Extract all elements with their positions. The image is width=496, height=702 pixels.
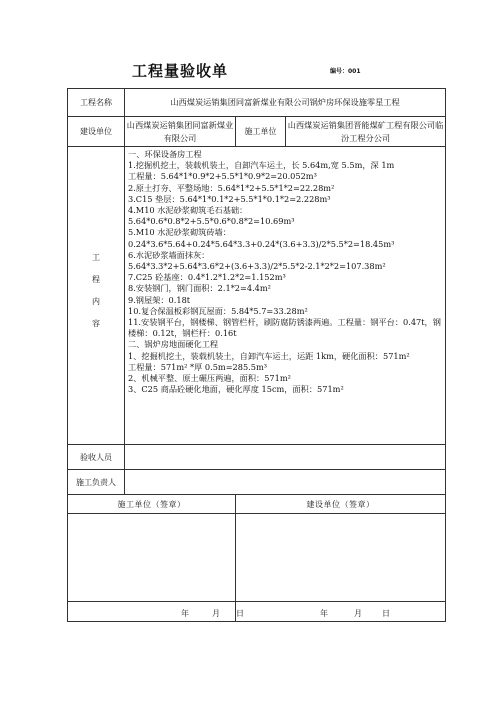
content-line: 9.钢屋架：0.18t [128,294,191,305]
contractor-sign-header: 施工单位（签章） [68,495,236,514]
builder-sign-area[interactable] [236,514,446,602]
content-label-char: 内 [92,296,100,306]
content-line: 0.24*3.6*5.64+0.24*5.64*3.3+0.24*(3.6+3.3)/2*5.5*2=18.45m³ [128,238,395,249]
builder-date[interactable] [236,602,446,622]
content-line: 2.原土打夯、平整场地：5.64*1*2+5.5*1*2=22.28m² [128,182,335,193]
content-line: 5.64*3.3*2+5.64*3.6*2+(3.6+3.3)/2*5.5*2-2.1*2*2=107.38m² [128,261,386,272]
contractor-value: 山西煤炭运销集团晋能煤矿工程有限公司临汾工程分公司 [286,117,446,147]
content-label-char: 工 [92,252,100,262]
contractor-date[interactable] [68,602,244,622]
date-day: 日 [382,609,390,618]
content-line: 工程量：571m² *厚 0.5m=285.5m³ [128,361,268,372]
date-year: 年 [181,609,189,618]
content-line: 6.水泥砂浆墙面抹灰： [128,249,210,260]
date-year: 年 [320,609,328,618]
acceptor-label: 验收人员 [68,445,125,470]
document-number: 编号：001 [330,68,361,75]
content-line: 3、C25 商品砼硬化地面，硬化厚度 15cm，面积：571m² [128,384,344,395]
contractor-label: 施工单位 [236,117,286,147]
project-name-label: 工程名称 [68,89,125,117]
content-body [125,147,446,445]
content-label [68,147,125,445]
manager-label: 施工负责人 [68,470,125,495]
builder-sign-header: 建设单位（签章） [236,495,446,514]
manager-field[interactable] [125,470,446,495]
content-line: 2、机械平整、原土碾压两遍，面积：571m² [128,373,291,384]
content-line: 1.挖掘机挖土，装载机装土，自卸汽车运土，长 5.64m,宽 5.5m，深 1m [128,160,395,171]
contractor-sign-area[interactable] [68,514,236,602]
content-line: 5.64*0.6*0.8*2+5.5*0.6*0.8*2=10.69m³ [128,216,295,227]
content-line: 8.安装钢门，钢门面积：2.1*2=4.4m² [128,283,271,294]
content-label-char: 容 [92,318,100,328]
content-line: 1、挖掘机挖土，装载机装土，自卸汽车运土，运距 1km，硬化面积：571m² [128,350,410,361]
date-month: 月 [212,609,220,618]
date-month: 月 [354,609,362,618]
document-title: 工程量验收单 [132,62,229,80]
project-name-value: 山西煤炭运销集团同富新煤业有限公司锅炉房环保设施零星工程 [125,89,446,117]
date-day: 日 [236,609,244,618]
acceptance-table [67,88,446,622]
content-line: 3.C15 垫层：5.64*1*0.1*2+5.5*1*0.1*2=2.228m³ [128,193,331,204]
builder-value: 山西煤炭运销集团同富新煤业有限公司 [125,117,236,147]
content-line: 4.M10 水泥砂浆砌筑毛石基础： [128,205,248,216]
content-line: 5.M10 水泥砂浆砌筑砖墙： [128,227,231,238]
content-line: 一、环保设备房工程 [128,149,202,159]
content-line: 工程量：5.64*1*0.9*2+5.5*1*0.9*2=20.052m³ [128,171,317,182]
content-label-char: 程 [92,274,100,284]
content-line: 10.复合保温板彩钢瓦屋面：5.84*5.7=33.28m² [128,305,308,316]
content-line: 11.安装钢平台，钢楼梯、钢管栏杆，刷防腐防锈漆两遍。工程量：钢平台：0.47t，钢楼梯：0.12t，钢栏杆：0.16t [128,317,441,339]
acceptor-field[interactable] [125,445,446,470]
content-line: 二、锅炉房地面硬化工程 [128,339,219,350]
content-line: 7.C25 砼基座：0.4*1.2*1.2*2=1.152m³ [128,272,286,283]
builder-label: 建设单位 [68,117,125,147]
